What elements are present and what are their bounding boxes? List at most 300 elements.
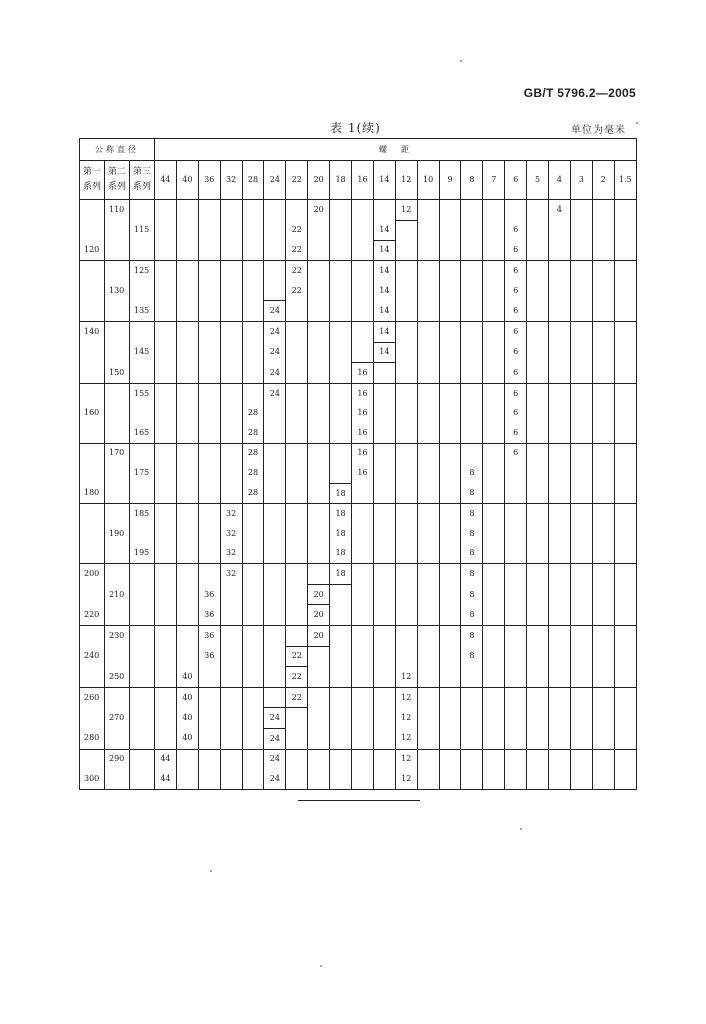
pitch-cell: [614, 301, 636, 322]
pitch-cell: 20: [308, 625, 330, 646]
pitch-cell: [439, 769, 461, 789]
pitch-cell: [308, 749, 330, 769]
pitch-cell: [330, 646, 352, 667]
pitch-cell: [527, 281, 549, 301]
pitch-cell: [373, 483, 395, 504]
pitch-cell: [439, 342, 461, 363]
pitch-cell: [461, 322, 483, 343]
pitch-cell: [417, 504, 439, 524]
pitch-cell: [308, 363, 330, 384]
pitch-cell: [614, 423, 636, 443]
pitch-cell: [549, 281, 571, 301]
pitch-cell: [352, 220, 374, 240]
pitch-cell: 22: [286, 240, 308, 261]
pitch-cell: [570, 200, 592, 221]
pitch-cell: [330, 605, 352, 626]
pitch-cell: 40: [176, 687, 198, 708]
pitch-cell: [549, 383, 571, 403]
pitch-cell: [592, 220, 614, 240]
diameter-s1: 240: [80, 646, 105, 667]
pitch-cell: [286, 301, 308, 322]
pitch-cell: [198, 322, 220, 343]
table-row: [80, 504, 637, 524]
pitch-cell: [395, 584, 417, 605]
pitch-cell: 6: [505, 403, 527, 423]
pitch-col-header: 4: [549, 161, 571, 200]
pitch-cell: [330, 625, 352, 646]
pitch-cell: [592, 646, 614, 667]
pitch-cell: 8: [461, 544, 483, 564]
series-2-header: 第二系列: [105, 161, 130, 200]
pitch-cell: [570, 646, 592, 667]
pitch-cell: [549, 524, 571, 544]
diameter-s1: 300: [80, 769, 105, 789]
diameter-s3: [130, 363, 155, 384]
diameter-s2: [105, 240, 130, 261]
pitch-cell: [242, 220, 264, 240]
pitch-cell: [220, 261, 242, 281]
pitch-cell: [549, 483, 571, 504]
pitch-cell: [439, 564, 461, 585]
pitch-cell: 22: [286, 646, 308, 667]
pitch-cell: [198, 200, 220, 221]
diameter-header: 公称直径: [80, 139, 155, 161]
pitch-cell: [395, 342, 417, 363]
pitch-cell: [439, 403, 461, 423]
pitch-cell: [527, 749, 549, 769]
pitch-cell: [483, 605, 505, 626]
pitch-cell: [570, 363, 592, 384]
pitch-cell: [592, 342, 614, 363]
pitch-cell: [483, 625, 505, 646]
pitch-cell: [395, 301, 417, 322]
pitch-cell: [614, 261, 636, 281]
table-row: [80, 403, 637, 423]
table-row: [80, 443, 637, 463]
pitch-cell: [220, 483, 242, 504]
diameter-s3: 175: [130, 463, 155, 483]
pitch-cell: [417, 749, 439, 769]
pitch-cell: [176, 584, 198, 605]
pitch-cell: [614, 749, 636, 769]
pitch-cell: [155, 423, 177, 443]
pitch-cell: [592, 544, 614, 564]
pitch-cell: [439, 281, 461, 301]
pitch-cell: [592, 564, 614, 585]
pitch-cell: [352, 240, 374, 261]
pitch-cell: [461, 769, 483, 789]
pitch-cell: [330, 463, 352, 483]
pitch-cell: [570, 443, 592, 463]
pitch-cell: 16: [352, 443, 374, 463]
diameter-s1: [80, 443, 105, 463]
pitch-cell: [155, 240, 177, 261]
pitch-cell: [242, 605, 264, 626]
pitch-cell: [614, 544, 636, 564]
pitch-cell: [286, 564, 308, 585]
diameter-s2: 150: [105, 363, 130, 384]
pitch-cell: [395, 322, 417, 343]
pitch-cell: [198, 544, 220, 564]
pitch-cell: 24: [264, 728, 286, 749]
pitch-cell: 28: [242, 423, 264, 443]
pitch-col-header: 24: [264, 161, 286, 200]
pitch-cell: [483, 403, 505, 423]
pitch-cell: [461, 240, 483, 261]
diameter-s1: [80, 281, 105, 301]
table-row: [80, 240, 637, 261]
diameter-s3: [130, 584, 155, 605]
pitch-cell: [592, 403, 614, 423]
pitch-cell: [308, 240, 330, 261]
pitch-cell: [417, 200, 439, 221]
pitch-cell: [439, 749, 461, 769]
diameter-s3: [130, 625, 155, 646]
pitch-cell: [220, 769, 242, 789]
pitch-col-header: 44: [155, 161, 177, 200]
pitch-cell: [570, 544, 592, 564]
pitch-cell: [549, 220, 571, 240]
pitch-cell: [198, 363, 220, 384]
pitch-cell: [570, 605, 592, 626]
pitch-cell: [549, 261, 571, 281]
pitch-cell: 44: [155, 749, 177, 769]
pitch-cell: [155, 383, 177, 403]
pitch-cell: [439, 220, 461, 240]
pitch-cell: [417, 524, 439, 544]
standard-code: GB/T 5796.2—2005: [523, 86, 636, 100]
pitch-cell: 36: [198, 605, 220, 626]
pitch-cell: 32: [220, 564, 242, 585]
table-row: [80, 584, 637, 605]
pitch-cell: [155, 342, 177, 363]
pitch-cell: [330, 728, 352, 749]
pitch-cell: 6: [505, 301, 527, 322]
pitch-cell: [220, 301, 242, 322]
pitch-cell: [198, 769, 220, 789]
pitch-cell: 6: [505, 240, 527, 261]
pitch-cell: [614, 281, 636, 301]
pitch-cell: [549, 687, 571, 708]
pitch-cell: [198, 564, 220, 585]
table-row: [80, 667, 637, 688]
pitch-cell: [264, 605, 286, 626]
pitch-cell: [308, 423, 330, 443]
pitch-cell: 22: [286, 220, 308, 240]
pitch-cell: [242, 524, 264, 544]
diameter-s2: 270: [105, 708, 130, 729]
pitch-cell: [176, 483, 198, 504]
pitch-cell: [155, 443, 177, 463]
pitch-cell: [505, 769, 527, 789]
diameter-s1: [80, 200, 105, 221]
pitch-cell: [155, 667, 177, 688]
diameter-s2: 130: [105, 281, 130, 301]
pitch-cell: [264, 584, 286, 605]
pitch-cell: [264, 240, 286, 261]
scan-speck: [210, 870, 212, 872]
pitch-cell: [220, 423, 242, 443]
pitch-cell: [176, 564, 198, 585]
pitch-cell: 18: [330, 564, 352, 585]
pitch-cell: 6: [505, 220, 527, 240]
pitch-cell: [483, 261, 505, 281]
pitch-cell: [439, 443, 461, 463]
pitch-cell: [483, 322, 505, 343]
pitch-cell: [176, 200, 198, 221]
pitch-cell: [439, 584, 461, 605]
pitch-cell: [439, 605, 461, 626]
pitch-cell: [286, 625, 308, 646]
pitch-cell: [549, 728, 571, 749]
pitch-cell: [614, 769, 636, 789]
pitch-cell: [614, 524, 636, 544]
pitch-cell: [286, 423, 308, 443]
pitch-cell: [330, 423, 352, 443]
table-row: [80, 749, 637, 769]
pitch-cell: [220, 383, 242, 403]
pitch-cell: [330, 383, 352, 403]
pitch-cell: 22: [286, 281, 308, 301]
diameter-s1: [80, 342, 105, 363]
pitch-cell: [352, 728, 374, 749]
pitch-cell: 44: [155, 769, 177, 789]
pitch-cell: [352, 342, 374, 363]
pitch-cell: [264, 524, 286, 544]
scan-speck: [320, 965, 322, 967]
pitch-cell: [592, 322, 614, 343]
pitch-cell: [614, 383, 636, 403]
pitch-cell: [570, 728, 592, 749]
pitch-cell: 18: [330, 483, 352, 504]
pitch-cell: [373, 646, 395, 667]
pitch-cell: [527, 584, 549, 605]
pitch-cell: [264, 646, 286, 667]
diameter-s2: 170: [105, 443, 130, 463]
pitch-cell: [417, 281, 439, 301]
pitch-cell: [220, 281, 242, 301]
diameter-s3: [130, 728, 155, 749]
pitch-cell: [176, 342, 198, 363]
pitch-cell: [242, 261, 264, 281]
pitch-cell: 40: [176, 667, 198, 688]
diameter-s1: 120: [80, 240, 105, 261]
pitch-cell: [242, 281, 264, 301]
pitch-cell: [352, 625, 374, 646]
pitch-cell: [461, 728, 483, 749]
pitch-cell: [439, 667, 461, 688]
pitch-cell: [439, 625, 461, 646]
diameter-s1: 280: [80, 728, 105, 749]
unit-note: 单位为毫米: [571, 125, 626, 136]
pitch-cell: 12: [395, 667, 417, 688]
pitch-cell: [220, 749, 242, 769]
pitch-cell: [570, 625, 592, 646]
pitch-cell: [155, 728, 177, 749]
pitch-cell: [592, 301, 614, 322]
pitch-cell: [570, 769, 592, 789]
pitch-cell: [155, 544, 177, 564]
pitch-cell: 24: [264, 322, 286, 343]
pitch-cell: [549, 240, 571, 261]
diameter-s1: [80, 544, 105, 564]
diameter-s1: [80, 504, 105, 524]
diameter-s3: 165: [130, 423, 155, 443]
pitch-cell: [614, 605, 636, 626]
pitch-cell: [614, 625, 636, 646]
pitch-cell: [176, 403, 198, 423]
pitch-cell: [417, 301, 439, 322]
diameter-s2: [105, 483, 130, 504]
pitch-cell: [549, 667, 571, 688]
pitch-cell: 20: [308, 200, 330, 221]
diameter-s1: 180: [80, 483, 105, 504]
pitch-cell: [373, 524, 395, 544]
pitch-cell: [352, 483, 374, 504]
pitch-cell: [570, 667, 592, 688]
pitch-cell: [330, 667, 352, 688]
pitch-cell: 18: [330, 544, 352, 564]
diameter-s1: [80, 524, 105, 544]
diameter-s3: [130, 667, 155, 688]
pitch-cell: [483, 301, 505, 322]
table-row: [80, 423, 637, 443]
pitch-cell: [176, 281, 198, 301]
pitch-cell: 6: [505, 363, 527, 384]
pitch-cell: 8: [461, 605, 483, 626]
pitch-cell: [592, 240, 614, 261]
pitch-cell: [352, 281, 374, 301]
pitch-cell: [417, 728, 439, 749]
pitch-cell: [417, 363, 439, 384]
pitch-cell: [330, 708, 352, 729]
pitch-cell: [614, 363, 636, 384]
diameter-s1: [80, 363, 105, 384]
pitch-cell: 28: [242, 463, 264, 483]
diameter-s1: 220: [80, 605, 105, 626]
pitch-cell: [527, 463, 549, 483]
pitch-cell: [592, 687, 614, 708]
pitch-cell: [505, 584, 527, 605]
pitch-cell: [417, 667, 439, 688]
pitch-cell: [264, 504, 286, 524]
pitch-cell: [264, 200, 286, 221]
pitch-cell: [286, 728, 308, 749]
pitch-cell: [264, 281, 286, 301]
pitch-cell: [198, 342, 220, 363]
pitch-cell: [527, 687, 549, 708]
diameter-s2: 230: [105, 625, 130, 646]
pitch-col-header: 8: [461, 161, 483, 200]
pitch-cell: [461, 200, 483, 221]
pitch-cell: 28: [242, 403, 264, 423]
pitch-cell: [330, 363, 352, 384]
pitch-cell: [395, 544, 417, 564]
pitch-cell: 12: [395, 687, 417, 708]
pitch-cell: [570, 483, 592, 504]
pitch-cell: 12: [395, 728, 417, 749]
pitch-cell: [592, 363, 614, 384]
pitch-col-header: 6: [505, 161, 527, 200]
pitch-cell: [592, 281, 614, 301]
diameter-s1: [80, 383, 105, 403]
pitch-cell: 8: [461, 524, 483, 544]
pitch-cell: [220, 322, 242, 343]
pitch-cell: [417, 605, 439, 626]
pitch-cell: [549, 504, 571, 524]
pitch-cell: [483, 281, 505, 301]
pitch-cell: 24: [264, 383, 286, 403]
pitch-cell: [549, 423, 571, 443]
diameter-s3: 155: [130, 383, 155, 403]
pitch-col-header: 2: [592, 161, 614, 200]
pitch-cell: [395, 240, 417, 261]
pitch-cell: [592, 524, 614, 544]
diameter-s2: 250: [105, 667, 130, 688]
pitch-cell: [330, 769, 352, 789]
pitch-cell: 8: [461, 584, 483, 605]
scan-speck: [520, 828, 522, 830]
pitch-cell: [220, 342, 242, 363]
pitch-cell: [198, 463, 220, 483]
pitch-cell: 32: [220, 524, 242, 544]
pitch-cell: [155, 363, 177, 384]
pitch-cell: [417, 220, 439, 240]
pitch-cell: [373, 749, 395, 769]
pitch-cell: [439, 200, 461, 221]
pitch-cell: [308, 728, 330, 749]
pitch-cell: [286, 769, 308, 789]
pitch-cell: [527, 423, 549, 443]
pitch-cell: [614, 463, 636, 483]
pitch-cell: [592, 383, 614, 403]
pitch-cell: [220, 708, 242, 729]
pitch-col-header: 20: [308, 161, 330, 200]
pitch-cell: [264, 423, 286, 443]
pitch-cell: [373, 605, 395, 626]
pitch-cell: [220, 687, 242, 708]
table-row: [80, 463, 637, 483]
diameter-s2: [105, 564, 130, 585]
pitch-cell: [176, 504, 198, 524]
pitch-cell: [417, 342, 439, 363]
pitch-cell: [242, 667, 264, 688]
pitch-cell: [439, 261, 461, 281]
pitch-cell: 14: [373, 261, 395, 281]
pitch-cell: [417, 423, 439, 443]
pitch-cell: [308, 769, 330, 789]
pitch-cell: [527, 728, 549, 749]
pitch-cell: [176, 646, 198, 667]
pitch-cell: [461, 687, 483, 708]
pitch-col-header: 7: [483, 161, 505, 200]
pitch-cell: [264, 564, 286, 585]
pitch-cell: [527, 200, 549, 221]
pitch-cell: 14: [373, 301, 395, 322]
pitch-cell: [155, 605, 177, 626]
pitch-cell: [373, 769, 395, 789]
pitch-cell: [286, 749, 308, 769]
pitch-cell: 6: [505, 261, 527, 281]
diameter-s3: [130, 749, 155, 769]
pitch-cell: [308, 443, 330, 463]
pitch-cell: [417, 625, 439, 646]
pitch-cell: [527, 625, 549, 646]
pitch-cell: [505, 200, 527, 221]
pitch-cell: [242, 646, 264, 667]
diameter-s1: [80, 463, 105, 483]
pitch-cell: [308, 261, 330, 281]
